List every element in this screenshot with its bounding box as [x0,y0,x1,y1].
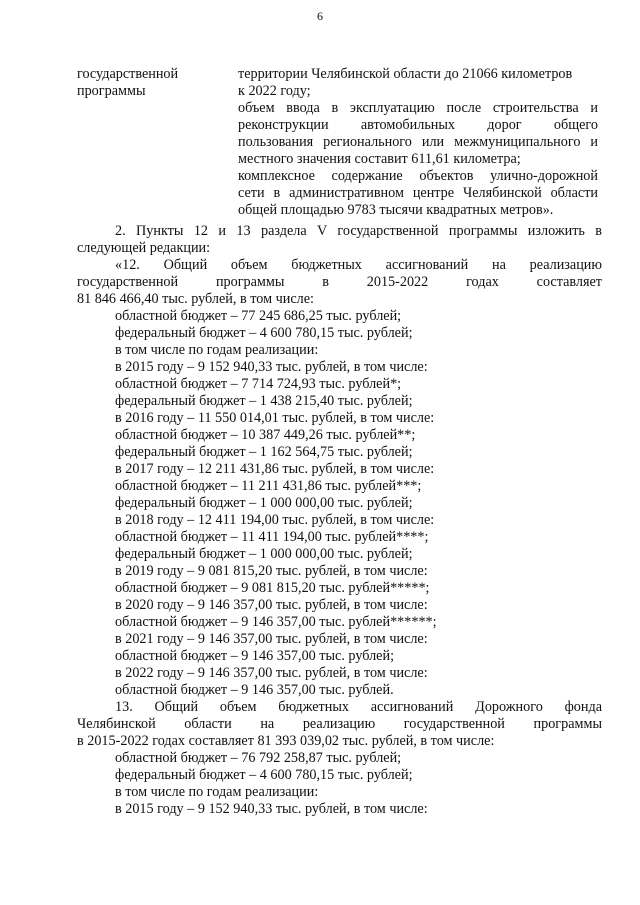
table-right-line: к 2022 году; [238,83,311,99]
paragraph-line: областной бюджет – 9 146 357,00 тыс. рублей******; [115,614,437,630]
paragraph-line: в 2018 году – 12 411 194,00 тыс. рублей, в том числе: [115,512,435,528]
table-right-line: сети в административном центре Челябинской области [238,185,598,201]
paragraph-line: областной бюджет – 7 714 724,93 тыс. рублей*; [115,376,402,392]
paragraph-line: федеральный бюджет – 1 000 000,00 тыс. рублей; [115,495,413,511]
paragraph-line: государственной программы в 2015-2022 годах составляет [77,274,602,290]
paragraph-line: областной бюджет – 10 387 449,26 тыс. рублей**; [115,427,416,443]
paragraph-line: Челябинской области на реализацию государственной программы [77,716,602,732]
paragraph-line: в 2015-2022 годах составляет 81 393 039,02 тыс. рублей, в том числе: [77,733,495,749]
paragraph-line: федеральный бюджет – 1 438 215,40 тыс. рублей; [115,393,413,409]
paragraph-line: в 2017 году – 12 211 431,86 тыс. рублей, в том числе: [115,461,435,477]
paragraph-line: следующей редакции: [77,240,211,256]
paragraph-line: федеральный бюджет – 1 162 564,75 тыс. рублей; [115,444,413,460]
paragraph-line: в 2021 году – 9 146 357,00 тыс. рублей, в том числе: [115,631,428,647]
paragraph-line: областной бюджет – 9 081 815,20 тыс. рублей*****; [115,580,430,596]
paragraph-line: 81 846 466,40 тыс. рублей, в том числе: [77,291,314,307]
paragraph-line: «12. Общий объем бюджетных ассигнований на реализацию [115,257,602,273]
table-left-cell [77,66,217,100]
table-right-line: территории Челябинской области до 21066 километров [238,66,573,82]
paragraph-line: областной бюджет – 9 146 357,00 тыс. рублей; [115,648,395,664]
paragraph-line: 2. Пункты 12 и 13 раздела V государственной программы изложить в [115,223,602,239]
paragraph-line: в 2019 году – 9 081 815,20 тыс. рублей, в том числе: [115,563,428,579]
paragraph-line: в том числе по годам реализации: [115,784,319,800]
paragraph-line: федеральный бюджет – 1 000 000,00 тыс. рублей; [115,546,413,562]
table-right-line: пользования регионального или межмуниципального и [238,134,598,150]
table-left-line: программы [77,83,146,99]
paragraph-line: областной бюджет – 11 211 431,86 тыс. рублей***; [115,478,422,494]
table-right-line: реконструкции автомобильных дорог общего [238,117,598,133]
document-body [77,223,602,818]
paragraph-line: федеральный бюджет – 4 600 780,15 тыс. рублей; [115,325,413,341]
paragraph-line: областной бюджет – 77 245 686,25 тыс. рублей; [115,308,402,324]
page-number: 6 [317,9,323,23]
paragraph-line: в 2022 году – 9 146 357,00 тыс. рублей, в том числе: [115,665,428,681]
paragraph-line: федеральный бюджет – 4 600 780,15 тыс. рублей; [115,767,413,783]
table-right-line: комплексное содержание объектов улично-дорожной [238,168,598,184]
paragraph-line: в том числе по годам реализации: [115,342,319,358]
paragraph-line: областной бюджет – 76 792 258,87 тыс. рублей; [115,750,402,766]
paragraph-line: в 2015 году – 9 152 940,33 тыс. рублей, в том числе: [115,359,428,375]
table-left-line: государственной [77,66,179,82]
paragraph-line: 13. Общий объем бюджетных ассигнований Дорожного фонда [115,699,602,715]
paragraph-line: областной бюджет – 9 146 357,00 тыс. рублей. [115,682,394,698]
table-right-line: общей площадью 9783 тысячи квадратных метров». [238,202,554,218]
paragraph-line: в 2020 году – 9 146 357,00 тыс. рублей, в том числе: [115,597,428,613]
paragraph-line: областной бюджет – 11 411 194,00 тыс. рублей****; [115,529,429,545]
table-right-line: местного значения составит 611,61 километра; [238,151,521,167]
table-right-cell [238,66,598,219]
paragraph-line: в 2016 году – 11 550 014,01 тыс. рублей, в том числе: [115,410,435,426]
table-right-line: объем ввода в эксплуатацию после строительства и [238,100,598,116]
paragraph-line: в 2015 году – 9 152 940,33 тыс. рублей, в том числе: [115,801,428,817]
